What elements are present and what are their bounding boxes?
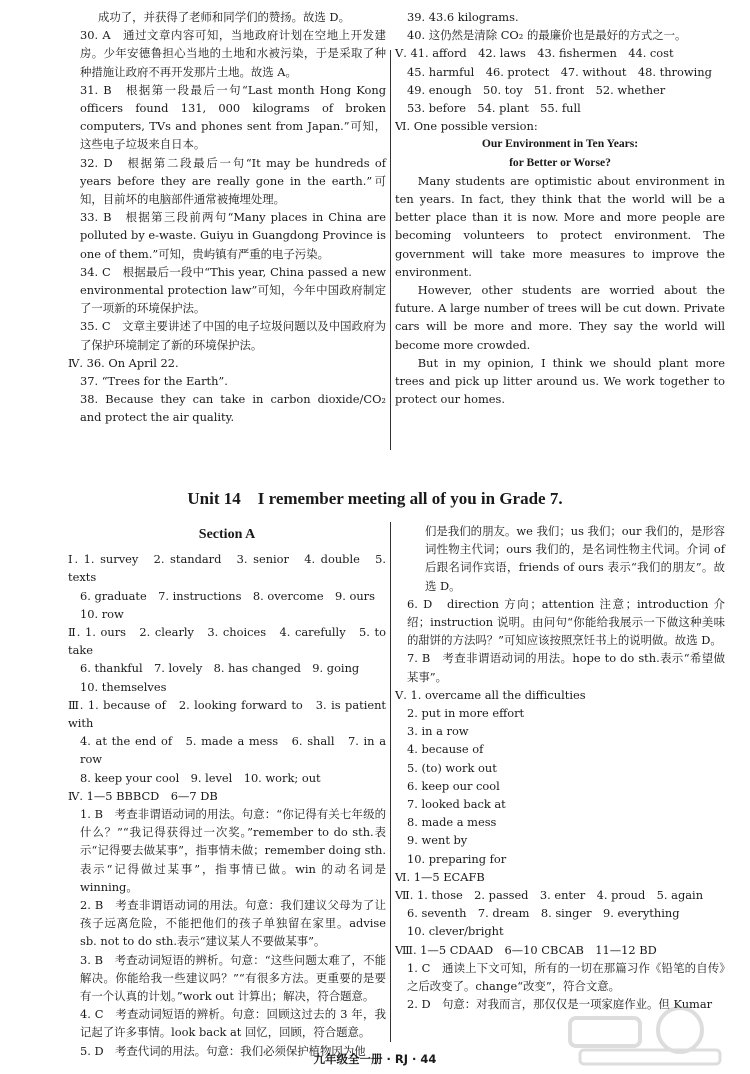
answer-item: 30. A 通过文章内容可知，当地政府计划在空地上开发建房。少年安德鲁担心当地的土地和水被污染，于是采取了种种措施让政府不再开发那片土地。故选 A。 [80, 28, 386, 79]
answer-item: 4. at the end of 5. made a mess 6. shall 7. in a row [80, 734, 386, 767]
answer-item: 45. harmful 46. protect 47. without 48. throwing [407, 64, 712, 79]
answer-item: 成功了，并获得了老师和同学们的赞扬。故选 D。 [98, 10, 350, 24]
essay-paragraph: But in my opinion, I think we should plant more trees and pick up litter around us. We work together to protect our homes. [395, 355, 725, 407]
bottom-left-column [68, 522, 386, 1060]
column-divider-bottom [390, 522, 391, 1042]
section-title: Section A [198, 527, 256, 542]
answer-item: 2. D 句意：对我而言，那仅仅是一项家庭作业。但 Kumar [407, 997, 713, 1012]
page-footer: 九年级全一册 · RJ · 44 [313, 1052, 437, 1066]
answer-item: 10. row [80, 606, 124, 621]
answer-item: Ⅵ. 1—5 ECAFB [395, 869, 485, 884]
answer-item: Ⅶ. 1. those 2. passed 3. enter 4. proud 5. again [395, 888, 704, 903]
answer-item: 3. in a row [407, 724, 469, 739]
answer-item: 31. B 根据第一段最后一句“Last month Hong Kong officers found 131, 000 kilograms of broken computers, TVs and phones sent from Japan.”可知，这些电子垃圾来自日本。 [80, 82, 386, 152]
answer-item: 10. clever/bright [407, 924, 504, 939]
answer-item: 3. B 考查动词短语的辨析。句意：“这些问题太难了，不能解决。你能给我一些建议吗？”“有很多方法。更重要的是要有一个认真的计划。”work out 计算出；解决，符合题意。 [80, 952, 386, 1004]
answer-item: 4. C 考查动词短语的辨析。句意：回顾这过去的 3 年，我记起了许多事情。look back at 回忆，回顾，符合题意。 [80, 1007, 386, 1040]
answer-item: 49. enough 50. toy 51. front 52. whether [407, 82, 666, 97]
answer-item: 5. (to) work out [407, 760, 497, 775]
answer-item: 1. C 通读上下文可知，所有的一切在那篇习作《铅笔的自传》之后改变了。change“改变”，符合文意。 [407, 960, 725, 994]
answer-item: 4. because of [407, 742, 484, 757]
essay-title-line1: Our Environment in Ten Years: [481, 137, 639, 151]
answer-item: 34. C 根据最后一段中“This year, China passed a new environmental protection law”可知，今年中国政府制定了一项新的环境保护法。 [80, 264, 386, 316]
essay-title-line2: for Better or Worse? [509, 155, 611, 169]
answer-item: 33. B 根据第三段前两句“Many places in China are polluted by e-waste. Guiyu in Guangdong Province is one of them.”可知，贵屿镇有严重的电子污染。 [80, 210, 386, 261]
answer-item: 8. made a mess [407, 815, 497, 830]
answer-item: 39. 43.6 kilograms. [407, 10, 519, 24]
answer-item: 37. “Trees for the Earth”. [80, 374, 228, 389]
answer-item: 6. graduate 7. instructions 8. overcome 9. ours [80, 588, 375, 603]
column-divider-top [390, 50, 391, 450]
answer-item: 40. 这仍然是清除 CO₂ 的最廉价也是最好的方式之一。 [407, 28, 687, 43]
watermark-icon [560, 1000, 740, 1070]
answer-item: Ⅲ. 1. because of 2. looking forward to 3. is patient with [68, 697, 386, 731]
essay-paragraph: However, other students are worried about the future. A large number of trees will be cut down. Private cars will be more and more. They say the world will become more crowded. [395, 283, 725, 352]
answer-item: 5. D 考查代词的用法。句意：我们必须保护植物因为他 [80, 1043, 366, 1058]
answer-item: 8. keep your cool 9. level 10. work; out [80, 770, 321, 785]
answer-item: 们是我们的朋友。we 我们；us 我们；our 我们的，是形容词性物主代词；ours 我们的，是名词性物主代词。介词 of 后跟名词作宾语，friends of ours 表示“我们的朋友”。故选 D。 [425, 524, 725, 593]
answer-item: 6. D direction 方向；attention 注意；introduction 介绍；instruction 说明。由问句“你能给我展示一下做这种美味的甜饼的方法吗？”可知应该按照烹饪书上的说明做。故选 D。 [407, 596, 725, 648]
top-left-column [68, 8, 386, 427]
answer-item: Ⅴ. 41. afford 42. laws 43. fishermen 44. cost [395, 46, 674, 61]
answer-item: 9. went by [407, 833, 468, 848]
answer-item: 7. B 考查非谓语动词的用法。hope to do sth.表示“希望做某事”。 [407, 651, 725, 684]
answer-item: 1. B 考查非谓语动词的用法。句意：“你记得有关七年级的什么？”“我记得获得过一次奖。”remember to do sth.表示“记得要去做某事”，指事情未做；remember doing sth.表示“记得做过某事”，指事情已做。win 的动名词是 winning。 [80, 807, 386, 894]
top-right-column [395, 8, 725, 408]
answer-item: 6. thankful 7. lovely 8. has changed 9. going [80, 661, 360, 676]
answer-item: Ⅱ. 1. ours 2. clearly 3. choices 4. carefully 5. to take [68, 625, 386, 658]
answer-item: 2. B 考查非谓语动词的用法。句意：我们建议父母为了让孩子远离危险，不能把他们的孩子单独留在家里。advise sb. not to do sth.表示“建议某人不要做某事”。 [80, 898, 386, 949]
essay [395, 135, 725, 408]
answer-item: 53. before 54. plant 55. full [407, 101, 581, 116]
answer-item: 32. D 根据第二段最后一句“It may be hundreds of years before they are really gone in the earth.”可知，目前坏的电脑部件通常被掩埋处理。 [80, 155, 386, 207]
answer-item: 10. themselves [80, 679, 167, 694]
unit-title: Unit 14 I remember meeting all of you in Grade 7. [187, 489, 563, 508]
bottom-right-column [395, 522, 725, 1013]
answer-item: 35. C 文章主要讲述了中国的电子垃圾问题以及中国政府为了保护环境制定了新的环境保护法。 [80, 319, 386, 352]
answer-item: 6. keep our cool [407, 778, 500, 793]
answer-item: Ⅳ. 36. On April 22. [68, 355, 179, 370]
answer-item: Ⅳ. 1—5 BBBCD 6—7 DB [68, 788, 218, 803]
answer-item: 10. preparing for [407, 851, 507, 866]
answer-item: 38. Because they can take in carbon dioxide/CO₂ and protect the air quality. [80, 392, 386, 425]
answer-item: 7. looked back at [407, 797, 506, 812]
answer-item: Ⅰ. 1. survey 2. standard 3. senior 4. double 5. texts [68, 552, 386, 585]
answer-item: 6. seventh 7. dream 8. singer 9. everything [407, 906, 680, 921]
answer-item: Ⅷ. 1—5 CDAAD 6—10 CBCAB 11—12 BD [395, 942, 657, 957]
answer-item: Ⅵ. One possible version: [395, 119, 538, 134]
answer-item: 2. put in more effort [407, 706, 525, 721]
answer-item: Ⅴ. 1. overcame all the difficulties [395, 687, 586, 702]
essay-paragraph: Many students are optimistic about environment in ten years. In fact, they think that the world will be a better place than it is now. More and more people are becoming volunteers to protect environment. The government will take more measures to improve the environment. [395, 173, 725, 279]
